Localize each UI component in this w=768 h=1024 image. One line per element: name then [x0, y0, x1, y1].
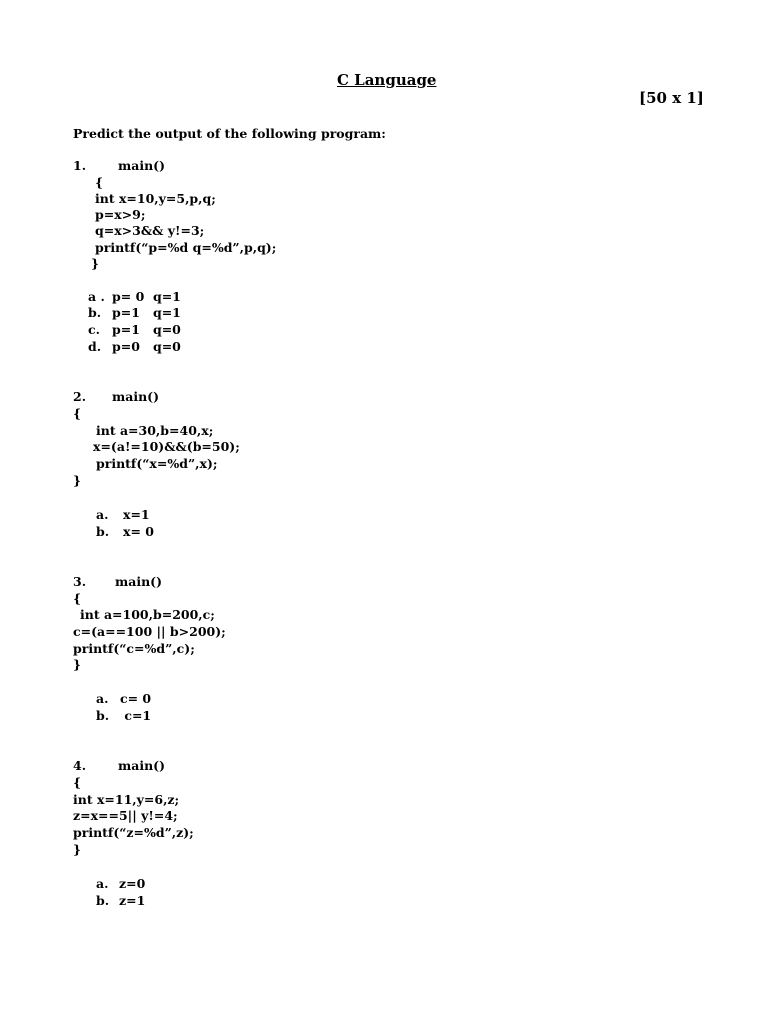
question-header: main() [115, 574, 162, 589]
code-line: c=(a==100 || b>200); [73, 624, 226, 639]
question-number: 2. [73, 389, 87, 404]
option-label: a. [96, 507, 109, 522]
code-line: p=x>9; [95, 207, 146, 222]
code-line: { [95, 175, 104, 190]
option-label: a. [96, 876, 109, 891]
code-line: { [73, 406, 82, 421]
code-line: printf(“z=%d”,z); [73, 825, 194, 840]
option-text: p=1 q=1 [112, 305, 181, 320]
question-header: main() [112, 389, 159, 404]
question-number: 3. [73, 574, 87, 589]
option-label: a. [96, 691, 109, 706]
question-number: 4. [73, 758, 87, 773]
code-line: } [73, 473, 82, 488]
code-line: int x=11,y=6,z; [73, 792, 180, 807]
question-header: main() [118, 158, 165, 173]
option-text: p= 0 q=1 [112, 289, 181, 304]
option-text: z=0 [119, 876, 146, 891]
code-line: int x=10,y=5,p,q; [95, 191, 216, 206]
option-label: b. [96, 708, 110, 723]
code-line: q=x>3&& y!=3; [95, 223, 205, 238]
code-line: printf(“x=%d”,x); [96, 456, 218, 471]
marks-label: [50 x 1] [639, 89, 704, 107]
code-line: x=(a!=10)&&(b=50); [93, 439, 240, 454]
question-number: 1. [73, 158, 87, 173]
option-label: b. [96, 524, 110, 539]
question-header: main() [118, 758, 165, 773]
option-text: p=1 q=0 [112, 322, 181, 337]
code-line: printf(“c=%d”,c); [73, 641, 195, 656]
option-label: b. [96, 893, 110, 908]
option-text: c=1 [120, 708, 152, 723]
instruction-text: Predict the output of the following program: [73, 126, 386, 141]
document-title: C Language [337, 71, 437, 89]
code-line: printf(“p=%d q=%d”,p,q); [95, 240, 277, 255]
option-label: b. [88, 305, 102, 320]
code-line: } [91, 256, 100, 271]
code-line: int a=30,b=40,x; [96, 423, 214, 438]
option-text: x=1 [123, 507, 150, 522]
code-line: { [73, 775, 82, 790]
option-text: x= 0 [123, 524, 154, 539]
option-label: a . [88, 289, 105, 304]
code-line: { [73, 591, 82, 606]
option-text: c= 0 [120, 691, 152, 706]
option-label: d. [88, 339, 102, 354]
code-line: int a=100,b=200,c; [80, 607, 215, 622]
option-label: c. [88, 322, 100, 337]
option-text: p=0 q=0 [112, 339, 181, 354]
option-text: z=1 [119, 893, 146, 908]
code-line: z=x==5|| y!=4; [73, 808, 178, 823]
code-line: } [73, 842, 82, 857]
code-line: } [73, 657, 82, 672]
